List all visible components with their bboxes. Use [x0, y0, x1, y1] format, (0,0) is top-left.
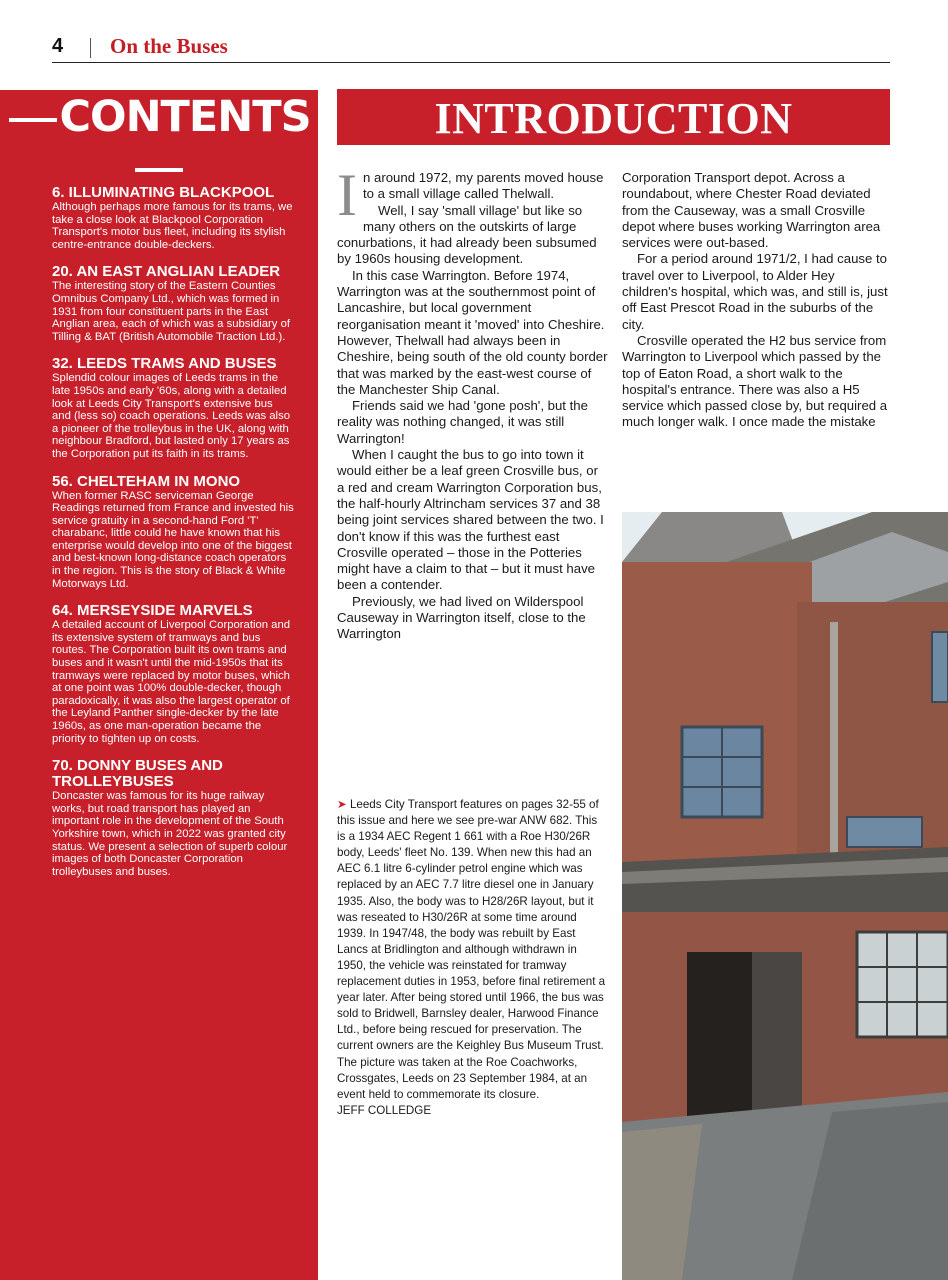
- article-paragraph: Well, I say 'small village' but like so many others on the outskirts of large conurbations, it had already been subsumed by 1960s housing development.: [337, 202, 597, 267]
- article-paragraph: In this case Warrington. Before 1974, Warrington was at the southernmost point of Lancashire, but local government reorganisation meant it 'moved' into Cheshire. However, Thelwall had always been in Cheshire, being south of the old county border that was marked by the east-west course of the Manchester Ship Canal.: [337, 267, 608, 397]
- introduction-banner: [337, 89, 890, 145]
- contents-item[interactable]: [52, 356, 294, 460]
- contents-item-description: Splendid colour images of Leeds trams in the late 1950s and early '60s, along with a detailed look at Leeds City Transport's extensive bus and (less so) coach operations. Leeds was also a pioneer of the trolleybus in the UK, along with neighbour Bradford, but lasted only 17 years as the Corporation put its faith in its trams.: [52, 372, 290, 460]
- article-paragraph: Crosville operated the H2 bus service from Warrington to Liverpool which passed by the top of Eaton Road, a short walk to the hospital's entrance. There was also a H5 service which passed close by, but required a much longer walk. I once made the mistake: [622, 332, 888, 430]
- contents-item[interactable]: [52, 474, 294, 591]
- contents-list: [52, 185, 294, 891]
- title-rule-right: [135, 168, 183, 172]
- title-rule-left: [9, 118, 57, 122]
- contents-item-heading[interactable]: 70. DONNY BUSES AND TROLLEYBUSES: [52, 757, 223, 791]
- article-paragraph: Previously, we had lived on Wilderspool Causeway in Warrington itself, close to the Warrington: [337, 593, 586, 642]
- contents-panel: [0, 90, 318, 1280]
- article-paragraph: In around 1972, my parents moved house to a small village called Thelwall.: [337, 162, 604, 228]
- contents-heading: [0, 92, 318, 192]
- contents-item-heading[interactable]: 6. ILLUMINATING BLACKPOOL: [52, 184, 275, 201]
- page-header: [52, 34, 890, 63]
- caption-text: Leeds City Transport features on pages 32-55 of this issue and here we see pre-war ANW 682. This is a 1934 AEC Regent 1 661 with a Roe H30/26R body, Leeds' fleet No. 139. When new this had an AEC 6.1 litre 6-cylinder petrol engine which was replaced by an AEC 7.7 litre diesel one in January 1935. Also, the body was to H28/26R layout, but it was reseated to H30/26R at some time around 1939. In 1947/48, the body was rebuilt by East Lancs at Bridlington and although withdrawn in 1950, the vehicle was reinstated for tramway replacement duties in 1953, before final retirement a year later. After being stored until 1966, the bus was sold to Bridwell, Barnsley dealer, Harwood Finance Ltd., before being rescued for preservation. The current owners are the Keighley Bus Museum Trust. The picture was taken at the Roe Coachworks, Crossgates, Leeds on 23 September 1984, at an event held to commemorate its closure.: [337, 798, 606, 1101]
- contents-item[interactable]: [52, 185, 294, 251]
- contents-item-heading[interactable]: 20. AN EAST ANGLIAN LEADER: [52, 263, 281, 281]
- contents-title-text: CONTENTS: [59, 92, 311, 142]
- article-paragraph: When I caught the bus to go into town it would either be a leaf green Crosville bus, or a red and cream Warrington Corporation bus, the half-hourly Altrincham services 37 and 38 being joint services shared between the two. I don't know if this was the furthest east Crosville operated – those in the Potteries might have a claim to that – but it must have been a contender.: [337, 447, 604, 593]
- contents-item[interactable]: [52, 264, 294, 343]
- contents-item-description: A detailed account of Liverpool Corporation and its extensive system of tramways and bus routes. The Corporation built its own trams and buses and it wasn't until the mid-1950s that its tramways were replaced by motor buses, which at one point was 100% double-decker, though paradoxically, it was also the largest operator of the Leyland Panther single-decker by the late 1960s, as one man-operation became the priority to tighten up on costs.: [52, 619, 291, 745]
- contents-item-heading[interactable]: 56. CHELTEHAM IN MONO: [52, 472, 241, 490]
- photo-caption: [337, 797, 608, 1119]
- caption-arrow-icon: ➤: [337, 798, 347, 811]
- photo-illustration: [622, 512, 948, 1280]
- contents-item[interactable]: [52, 758, 294, 878]
- article-column-2: [622, 170, 890, 431]
- contents-item-heading[interactable]: 64. MERSEYSIDE MARVELS: [52, 602, 253, 620]
- section-title: On the Buses: [110, 34, 228, 58]
- contents-item[interactable]: [52, 603, 294, 745]
- photo-credit: JEFF COLLEDGE: [337, 1103, 432, 1117]
- contents-item-description: Doncaster was famous for its huge railway works, but road transport has played an important role in the development of the South Yorkshire town, which in 2022 was granted city status. We present a selection of superb colour images of both Doncaster Corporation trolleybuses and buses.: [52, 790, 288, 878]
- article-column-1: [337, 162, 608, 643]
- contents-item-heading[interactable]: 32. LEEDS TRAMS AND BUSES: [52, 355, 277, 373]
- article-paragraph: For a period around 1971/2, I had cause to travel over to Liverpool, to Alder Hey children's hospital, which was, and still is, just off East Prescot Road in the suburbs of the city.: [622, 251, 888, 332]
- article-paragraph: Friends said we had 'gone posh', but the reality was nothing changed, it was still Warrington!: [337, 398, 588, 446]
- bus-depot-photo: [622, 512, 948, 1280]
- contents-item-description: Although perhaps more famous for its trams, we take a close look at Blackpool Corporation Transport's motor bus fleet, including its stylish centre-entrance double-deckers.: [52, 201, 293, 251]
- page-number: 4: [52, 35, 64, 57]
- drop-cap: I: [337, 162, 357, 228]
- header-divider: [90, 38, 91, 58]
- article-paragraph: Corporation Transport depot. Across a roundabout, where Chester Road deviated from the Causeway, was a small Crosville depot where buses working Warrington area services were out-based.: [622, 170, 881, 251]
- introduction-title: INTRODUCTION: [434, 94, 793, 143]
- contents-item-description: When former RASC serviceman George Readings returned from France and invested his service gratuity in a second-hand Ford 'T' charabanc, little could he have known that his enterprise would develop into one of the biggest and best-known long-distance coach operators in the region. This is the story of Black & White Motorways Ltd.: [52, 489, 294, 590]
- contents-item-description: The interesting story of the Eastern Counties Omnibus Company Ltd., which was formed in 1931 from four constituent parts in the East Anglian area, each of which was a subsidiary of Tilling & BAT (British Automobile Traction Ltd.).: [52, 280, 290, 343]
